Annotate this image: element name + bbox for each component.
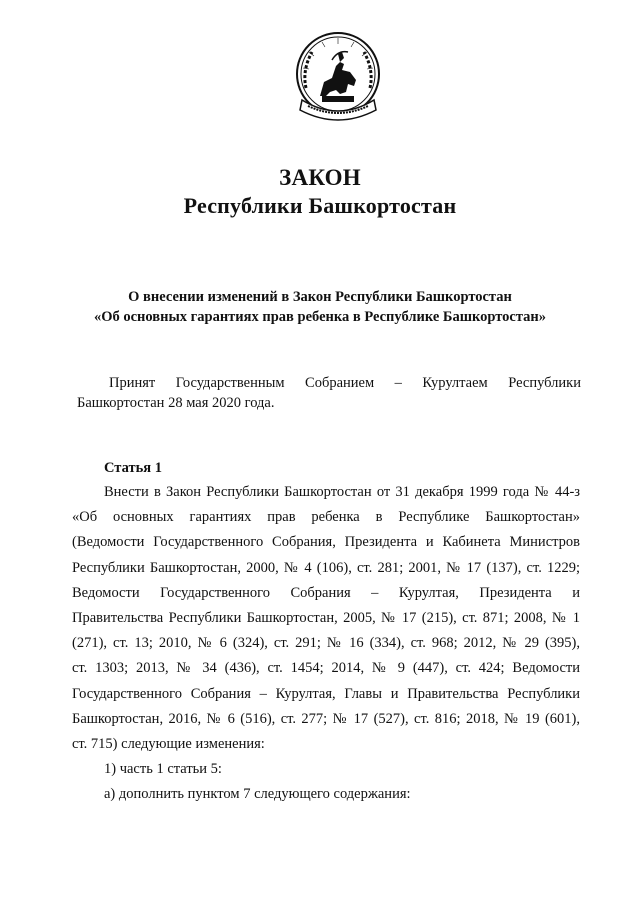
body-line: Государственного Собрания – Курултая, Главы и Правительства Республики — [72, 685, 580, 702]
law-title: ЗАКОН — [279, 165, 361, 190]
list-item: а) дополнить пунктом 7 следующего содержания: — [104, 786, 411, 803]
body-line: Внести в Закон Республики Башкортостан от 31 декабря 1999 года № 44-з — [104, 484, 580, 500]
body-line: «Об основных гарантиях прав ребенка в Республике Башкортостан» — [72, 509, 580, 526]
list-item: 1) часть 1 статьи 5: — [104, 761, 222, 778]
adoption-line-1: Принят Государственным Собранием – Курултаем Республики — [109, 375, 581, 391]
body-line: (271), ст. 13; 2010, № 6 (324), ст. 291; № 16 (334), ст. 968; 2012, № 29 (395), — [72, 635, 580, 652]
subject-line-1: О внесении изменений в Закон Республики Башкортостан — [128, 289, 512, 305]
law-subject — [60, 287, 580, 327]
article-heading: Статья 1 — [104, 460, 162, 476]
body-line: Республики Башкортостан, 2000, № 4 (106), ст. 281; 2001, № 17 (137), ст. 1229; — [72, 559, 580, 576]
body-line: (Ведомости Государственного Собрания, Президента и Кабинета Министров — [72, 534, 580, 551]
adoption-statement — [77, 373, 581, 413]
body-line: ст. 1303; 2013, № 34 (436), ст. 1454; 2014, № 9 (447), ст. 424; Ведомости — [72, 660, 580, 677]
subject-line-2: «Об основных гарантиях прав ребенка в Республике Башкортостан» — [93, 309, 547, 325]
body-line: Правительства Республики Башкортостан, 2005, № 17 (215), ст. 871; 2008, № 1 — [72, 610, 580, 627]
law-subtitle: Республики Башкортостан — [183, 193, 457, 218]
body-line: Башкортостан, 2016, № 6 (516), ст. 277; № 17 (527), ст. 816; 2018, № 19 (601), — [72, 710, 580, 727]
article-body — [72, 480, 580, 808]
coat-of-arms-emblem — [292, 30, 384, 126]
body-line: ст. 715) следующие изменения: — [72, 736, 265, 753]
body-line: Ведомости Государственного Собрания – Курултая, Президента и — [72, 584, 580, 601]
adoption-line-2: Башкортостан 28 мая 2020 года. — [77, 395, 275, 411]
